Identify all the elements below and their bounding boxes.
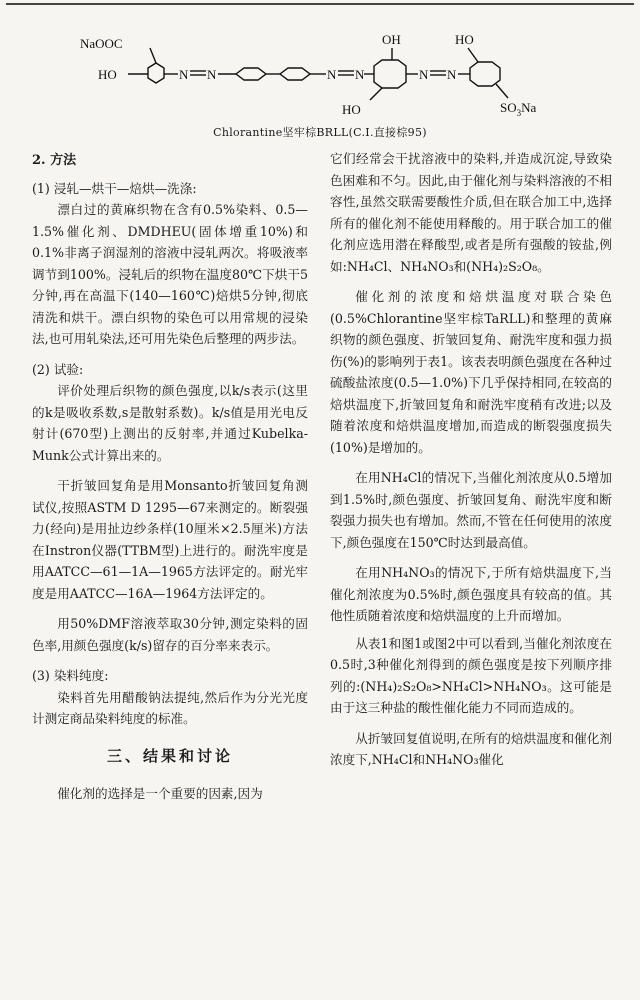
- heading-method: 2. 方法: [32, 153, 77, 168]
- paragraph-padding-process: 漂白过的黄麻织物在含有0.5%染料、0.5—1.5%催化剂、DMDHEU(固体增重10%)和0.1%非离子润湿剂的溶液中浸轧两次。将吸液率调节到100%。浸轧后的织物在温度80℃下烘干5分钟,再在高温下(140—160℃)焙烘5分钟,彻底清洗和烘干。漂白织物的染色可以用常规的浸染法,也可用轧染法,还可用先染色后整理的两步法。: [32, 202, 308, 346]
- left-column: [32, 150, 308, 805]
- ho-top-right-label: HO: [455, 32, 474, 47]
- paragraph-table1-summary: 催化剂的浓度和焙烘温度对联合染色(0.5%Chlorantine坚牢棕TaRLL)和整理的黄麻织物的颜色强度、折皱回复角、耐洗牢度和强力损伤(%)的影响列于表1。该表表明颜色强度在各种过硫酸盐浓度(0.5—1.0%)下几乎保持相同,在较高的焙烘温度下,折皱回复角和耐洗牢度稍有改进;以及随着浓度和焙烘温度增加,而造成的断裂强度损失(10%)是增加的。: [330, 289, 612, 455]
- chemical-structure-diagram: [0, 8, 640, 128]
- paragraph-crease-recovery: 从折皱回复值说明,在所有的焙烘温度和催化剂浓度下,NH₄Cl和NH₄NO₃催化: [330, 730, 612, 767]
- naooc-label: NaOOC: [80, 36, 123, 51]
- n2-label: N: [207, 67, 217, 82]
- paragraph-catalyst-choice: 它们经常会干扰溶液中的染料,并造成沉淀,导致染色困难和不匀。因此,由于催化剂与染料溶液的不相容性,虽然交联需要酸性介质,但在联合加工中,选择所有的催化剂不能使用释酸的。用于联合加工的催化剂应选用潜在释酸型,或者是所有强酸的铵盐,例如:NH₄Cl、NH₄NO₃和(NH₄)₂S₂O₈。: [330, 151, 612, 274]
- paragraph-catalyst-intro: 催化剂的选择是一个重要的因素,因为: [57, 786, 263, 801]
- ho-left-label: HO: [98, 67, 117, 82]
- benzene-ring-2: [236, 68, 266, 80]
- n1-label: N: [179, 67, 189, 82]
- top-rule: [6, 3, 634, 5]
- right-column: [330, 148, 612, 771]
- benzene-ring-1: [148, 63, 164, 83]
- section-heading-results: 三、结果和讨论: [106, 746, 233, 765]
- bond-cooh: [150, 48, 156, 63]
- subheading-padding: (1) 浸轧—烘干—焙烘—洗涤:: [32, 180, 197, 196]
- subheading-dye-purity: (3) 染料纯度:: [32, 668, 109, 683]
- paragraph-nh4no3: 在用NH₄NO₃的情况下,于所有焙烘温度下,当催化剂浓度为0.5%时,颜色强度具有较高的值。其他性质随着浓度和焙烘温度的上升而增加。: [330, 565, 612, 623]
- ho-bottom-label: HO: [342, 102, 361, 117]
- n5-label: N: [419, 67, 429, 82]
- benzene-ring-4: [374, 60, 406, 88]
- n4-label: N: [355, 67, 365, 82]
- paragraph-color-strength: 评价处理后织物的颜色强度,以k/s表示(这里的k是吸收系数,s是散射系数)。k/s值是用光电反射计(670型)上测出的反射率,并通过Kubelka-Munk公式计算出来的。: [32, 383, 308, 463]
- paragraph-nh4cl: 在用NH₄Cl的情况下,当催化剂浓度从0.5增加到1.5%时,颜色强度、折皱回复角、耐洗牢度和断裂强力损失也有增加。然而,不管在任何使用的浓度下,颜色强度在150℃时达到最高值。: [330, 470, 612, 550]
- n6-label: N: [447, 67, 457, 82]
- structure-caption: Chlorantine坚牢棕BRLL(C.I.直接棕95): [213, 126, 427, 139]
- paragraph-test-methods: 干折皱回复角是用Monsanto折皱回复角测试仪,按照ASTM D 1295—67来测定的。断裂强力(经向)是用扯边纱条样(10厘米×2.5厘米)方法在Instron仪器(TTBM型)上进行的。耐洗牢度是用AATCC—61—1A—1965方法评定的。耐光牢度是用AATCC—16A—1964方法评定的。: [32, 478, 308, 601]
- benzene-ring-3: [280, 68, 310, 80]
- n3-label: N: [327, 67, 337, 82]
- oh-top-label: OH: [382, 32, 401, 47]
- subheading-testing: (2) 试验:: [32, 361, 84, 377]
- paragraph-dye-purity: 染料首先用醋酸钠法提纯,然后作为分光光度计测定商品染料纯度的标准。: [32, 689, 308, 726]
- so3na-label: $SO_3Na$: [500, 100, 537, 118]
- paragraph-fixation: 用50%DMF溶液萃取30分钟,测定染料的固色率,用颜色强度(k/s)留存的百分率来表示。: [32, 616, 308, 653]
- benzene-ring-5: [470, 62, 500, 86]
- paragraph-ordering: 从表1和图1或图2中可以看到,当催化剂浓度在0.5时,3种催化剂得到的颜色强度是按下列顺序排列的:(NH₄)₂S₂O₈>NH₄Cl>NH₄NO₃。这可能是由于这三种盐的酸性催化能力不同而造成的。: [330, 635, 612, 715]
